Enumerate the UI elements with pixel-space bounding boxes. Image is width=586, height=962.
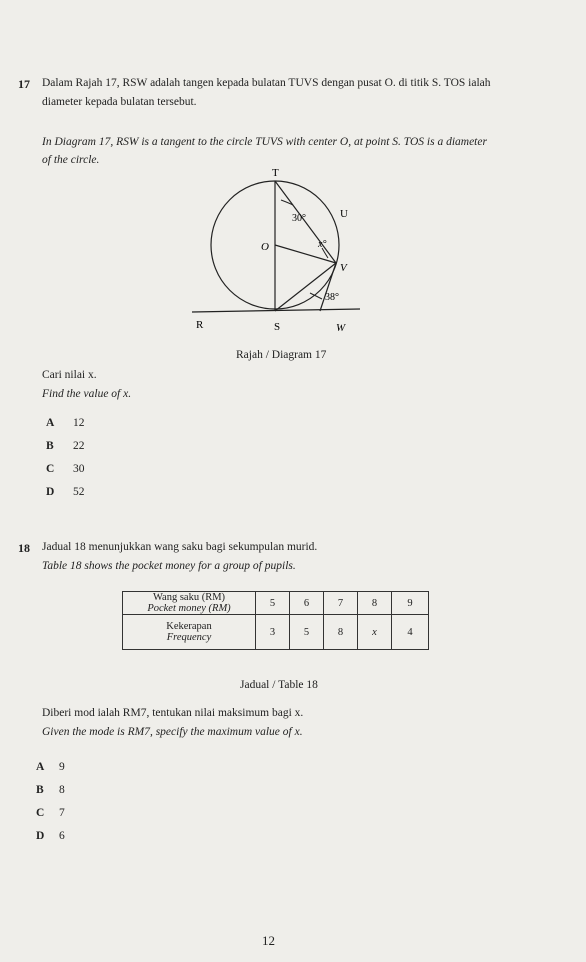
- option-value: 12: [73, 417, 85, 429]
- label-s: S: [274, 321, 281, 333]
- option-b[interactable]: [36, 784, 65, 807]
- header-ms: Kekerapan: [166, 621, 212, 632]
- option-d[interactable]: [36, 830, 65, 853]
- table-row: [123, 615, 429, 650]
- option-value: 30: [73, 463, 85, 475]
- line-ov: [275, 245, 336, 263]
- option-letter: D: [46, 486, 55, 498]
- question-17-text-ms-2: diameter kepada bulatan tersebut.: [42, 96, 197, 108]
- question-17-text-en-2: of the circle.: [42, 154, 100, 166]
- money-cell: 6: [290, 592, 324, 615]
- option-value: 9: [59, 761, 65, 773]
- table-header-money: [123, 592, 256, 615]
- option-letter: A: [46, 417, 55, 429]
- question-17-text-en-1: In Diagram 17, RSW is a tangent to the circle TUVS with center O, at point S. TOS is a diameter: [42, 136, 487, 148]
- question-17-ask-ms: Cari nilai x.: [42, 369, 97, 381]
- option-value: 22: [73, 440, 85, 452]
- angle-label-x: x°: [318, 239, 327, 250]
- label-w: W: [336, 322, 346, 334]
- money-cell: 8: [358, 592, 392, 615]
- frequency-cell: 3: [256, 615, 290, 650]
- table-18-caption: Jadual / Table 18: [240, 679, 318, 691]
- frequency-cell: 8: [324, 615, 358, 650]
- diagram-17-caption: Rajah / Diagram 17: [236, 349, 327, 361]
- label-t: T: [272, 167, 279, 179]
- option-value: 6: [59, 830, 65, 842]
- chord-sv: [275, 263, 336, 311]
- angle-label-38: 38°: [325, 292, 339, 303]
- header-en: Frequency: [166, 632, 212, 643]
- question-17-options: [46, 417, 85, 509]
- angle-label-30: 30°: [292, 213, 306, 224]
- option-letter: D: [36, 830, 45, 842]
- question-17-number: 17: [18, 77, 30, 91]
- option-letter: B: [46, 440, 54, 452]
- page-number: 12: [262, 933, 275, 948]
- table-header-frequency: [123, 615, 256, 650]
- option-d[interactable]: [46, 486, 85, 509]
- question-18-text-en: Table 18 shows the pocket money for a group of pupils.: [42, 560, 296, 572]
- option-a[interactable]: [36, 761, 65, 784]
- option-a[interactable]: [46, 417, 85, 440]
- label-v: V: [340, 262, 347, 274]
- question-17-text-ms-1: Dalam Rajah 17, RSW adalah tangen kepada bulatan TUVS dengan pusat O. di titik S. TOS ialah: [42, 77, 491, 89]
- option-letter: A: [36, 761, 45, 773]
- money-cell: 7: [324, 592, 358, 615]
- question-18-options: [36, 761, 65, 853]
- question-17-ask-en: Find the value of x.: [42, 388, 132, 400]
- option-value: 7: [59, 807, 65, 819]
- option-b[interactable]: [46, 440, 85, 463]
- option-value: 8: [59, 784, 65, 796]
- frequency-cell: 5: [290, 615, 324, 650]
- table-row: [123, 592, 429, 615]
- question-18-text-ms: Jadual 18 menunjukkan wang saku bagi sekumpulan murid.: [42, 541, 318, 553]
- frequency-cell: x: [358, 615, 392, 650]
- money-cell: 9: [392, 592, 429, 615]
- header-en: Pocket money (RM): [147, 603, 231, 614]
- label-o: O: [261, 241, 269, 253]
- option-letter: B: [36, 784, 44, 796]
- header-ms: Wang saku (RM): [152, 592, 226, 603]
- line-v-tangent: [320, 263, 336, 311]
- circle-diagram-17: [190, 165, 360, 337]
- pocket-money-table: [122, 591, 429, 650]
- option-c[interactable]: [46, 463, 85, 486]
- option-c[interactable]: [36, 807, 65, 830]
- option-letter: C: [46, 463, 55, 475]
- question-18-ask-ms: Diberi mod ialah RM7, tentukan nilai maksimum bagi x.: [42, 707, 304, 719]
- label-u: U: [340, 208, 348, 220]
- option-value: 52: [73, 486, 85, 498]
- option-letter: C: [36, 807, 45, 819]
- question-18-ask-en: Given the mode is RM7, specify the maximum value of x.: [42, 726, 303, 738]
- money-cell: 5: [256, 592, 290, 615]
- question-18-number: 18: [18, 541, 30, 555]
- frequency-cell: 4: [392, 615, 429, 650]
- label-r: R: [196, 319, 204, 331]
